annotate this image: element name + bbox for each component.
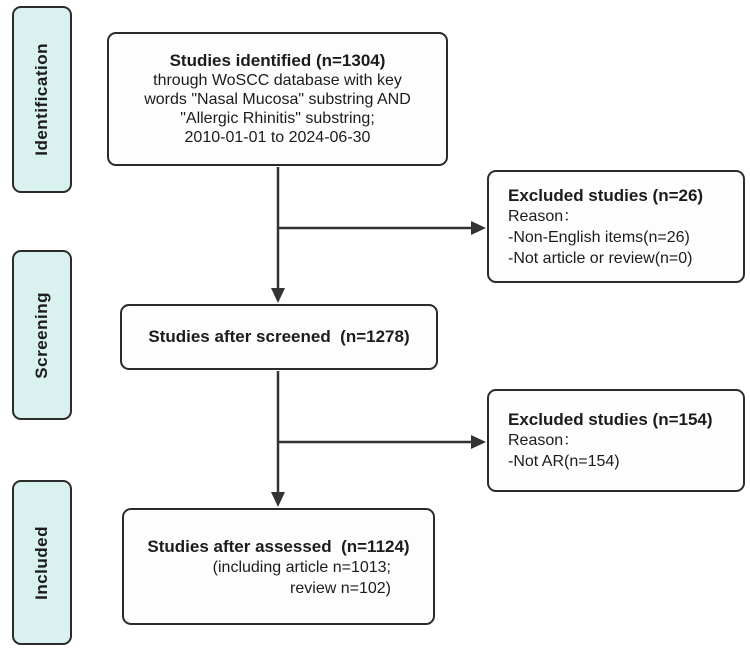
studies-screened-box (120, 304, 438, 370)
arrow-branch-to-excluded-1 (278, 221, 486, 235)
stage-identification-label: Identification (32, 43, 51, 156)
studies-identified-box (107, 32, 448, 166)
studies-identified-detail: 2010-01-01 to 2024-06-30 (184, 129, 371, 146)
arrow-screened-to-assessed (271, 371, 285, 507)
excluded-studies-1-title: Excluded studies (n=26) (508, 185, 704, 205)
stage-included (12, 480, 72, 645)
stage-identification (12, 6, 72, 193)
excluded-studies-1-item: -Non-English items(n=26) (508, 228, 690, 246)
stage-included-label: Included (32, 525, 51, 600)
excluded-studies-1-reason: Reason： (508, 207, 580, 225)
studies-identified-title: Studies identified (n=1304) (169, 51, 386, 70)
excluded-studies-2-reason: Reason： (508, 432, 580, 449)
studies-assessed-title: Studies after assessed (n=1124) (147, 537, 410, 556)
studies-identified-detail: through WoSCC database with key (153, 72, 402, 89)
excluded-studies-2-title: Excluded studies (n=154) (508, 410, 713, 429)
excluded-studies-box-1 (487, 170, 745, 283)
excluded-studies-2-item: -Not AR(n=154) (508, 453, 620, 470)
studies-assessed-detail: (including article n=1013; (212, 559, 391, 576)
studies-assessed-box (122, 508, 435, 625)
stage-screening-label: Screening (32, 291, 51, 379)
excluded-studies-1-item: -Not article or review(n=0) (508, 249, 693, 267)
excluded-studies-box-2 (487, 389, 745, 492)
studies-screened-title: Studies after screened (n=1278) (148, 327, 410, 346)
arrow-identified-to-screened (271, 167, 285, 303)
studies-assessed-detail: review n=102) (290, 580, 391, 597)
stage-screening (12, 250, 72, 420)
studies-identified-detail: "Allergic Rhinitis" substring; (180, 110, 375, 127)
arrow-branch-to-excluded-2 (278, 435, 486, 449)
studies-identified-detail: words "Nasal Mucosa" substring AND (144, 91, 411, 108)
